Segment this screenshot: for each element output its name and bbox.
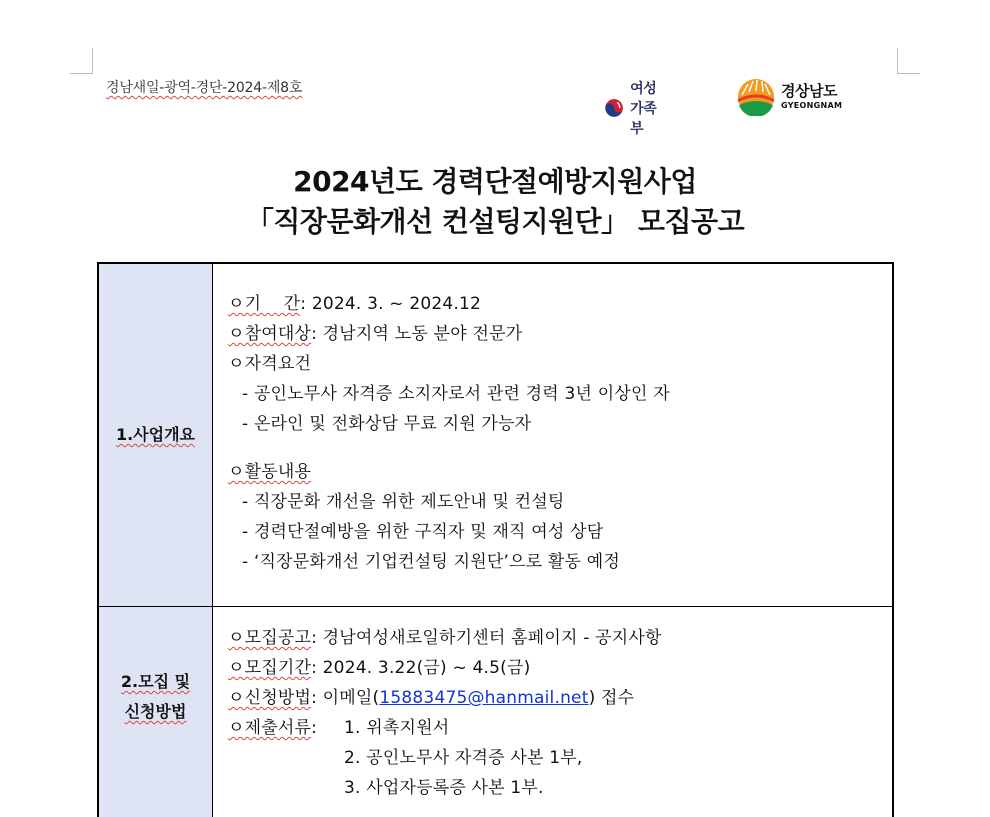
document-number: 경남새일-광역-경단-2024-제8호 [106, 80, 303, 96]
crop-mark-left-h [70, 73, 93, 74]
activity-item: - 직장문화 개선을 위한 제도안내 및 컨설팅 [242, 492, 565, 512]
gyeongnam-logo-english: GYEONGNAM [781, 101, 843, 110]
table-border-top [97, 262, 894, 264]
recruit-period-row: ㅇ모집기간: 2024. 3.22(금) ~ 4.5(금) [228, 658, 531, 678]
title-line-2: 「직장문화개선 컨설팅지원단」 모집공고 [245, 205, 745, 238]
qualification-heading: ㅇ자격요건 [228, 354, 312, 374]
crop-mark-right-h [897, 73, 920, 74]
activity-item: - ‘직장문화개선 기업컨설팅 지원단’으로 활동 예정 [242, 552, 621, 572]
activity-heading: ㅇ활동내용 [228, 462, 312, 482]
section2-label-line1: 2.모집 및 [120, 672, 191, 691]
crop-mark-right-v [897, 48, 898, 74]
document-item: 3. 사업자등록증 사본 1부. [344, 778, 544, 798]
application-method-row: ㅇ신청방법: 이메일(15883475@hanmail.net) 접수 [228, 688, 635, 708]
section2-label-line2: 신청방법 [124, 702, 187, 721]
gyeongnam-sun-emblem-icon [737, 78, 775, 116]
section1-label-cell [99, 264, 212, 606]
mogef-logo [604, 78, 663, 138]
table-border-right [892, 262, 894, 817]
period-row: ㅇ기 간: 2024. 3. ~ 2024.12 [228, 294, 482, 314]
notice-row: ㅇ모집공고: 경남여성새로일하기센터 홈페이지 - 공지사항 [228, 628, 662, 648]
section1-label: 1.사업개요 [115, 425, 196, 444]
section2-label-cell [99, 607, 212, 817]
table-row-divider [99, 606, 892, 607]
document-item: 2. 공인노무사 자격증 사본 1부, [344, 748, 583, 768]
mogef-logo-text: 여성가족부 [630, 81, 657, 137]
qualification-item: - 온라인 및 전화상담 무료 지원 가능자 [242, 414, 532, 434]
document-item: 1. 위촉지원서 [344, 718, 450, 738]
email-link[interactable]: 15883475@hanmail.net [379, 688, 589, 708]
gyeongnam-logo-korean: 경상남도 [781, 82, 837, 100]
taegeuk-emblem-icon [604, 88, 624, 128]
table-column-divider [212, 264, 213, 817]
qualification-item: - 공인노무사 자격증 소지자로서 관련 경력 3년 이상인 자 [242, 384, 670, 404]
target-row: ㅇ참여대상: 경남지역 노동 분야 전문가 [228, 324, 523, 344]
title-line-1: 2024년도 경력단절예방지원사업 [293, 165, 697, 198]
activity-item: - 경력단절예방을 위한 구직자 및 재직 여성 상담 [242, 522, 604, 542]
gyeongnam-logo [737, 78, 842, 116]
crop-mark-left-v [92, 48, 93, 74]
documents-row: ㅇ제출서류: [228, 718, 318, 738]
